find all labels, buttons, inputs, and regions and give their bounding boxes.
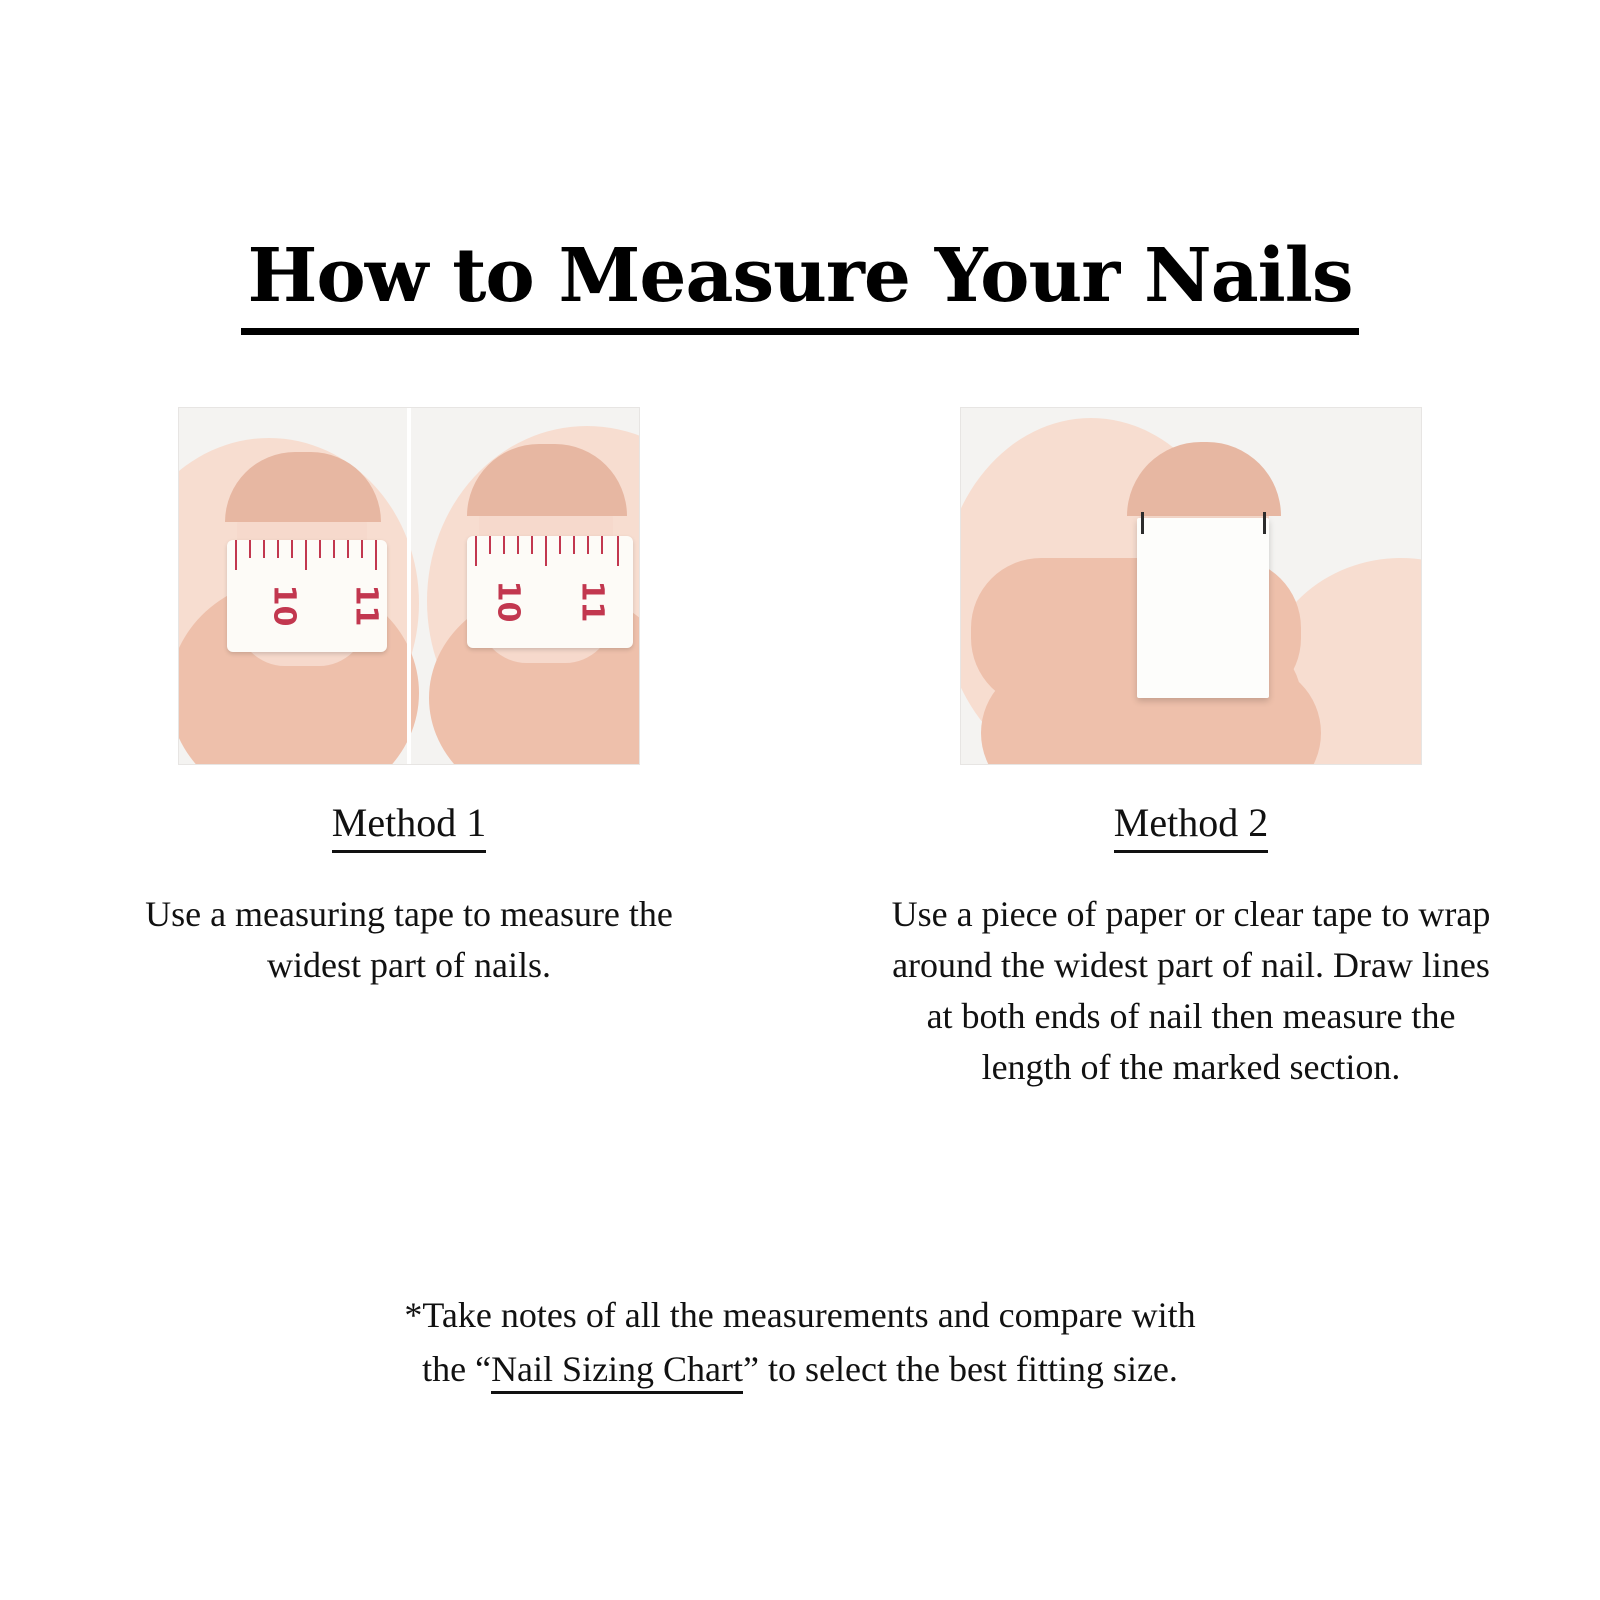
tape-ticks-right [467, 536, 633, 570]
method-1-label: Method 1 [332, 799, 486, 853]
footnote [0, 1288, 1600, 1396]
nail-sizing-chart-reference: Nail Sizing Chart [491, 1349, 743, 1394]
tape-number: 11 [574, 580, 610, 623]
footnote-line-2-before: the “ [422, 1349, 492, 1389]
tape-number: 10 [490, 580, 526, 623]
measuring-tape-left [227, 540, 387, 652]
tape-ticks-left [227, 540, 387, 574]
paper-strip-on-nail-photo [960, 407, 1422, 765]
tape-number: 11 [348, 584, 384, 627]
footnote-line-2 [0, 1342, 1600, 1396]
method-2-label: Method 2 [1114, 799, 1268, 853]
photo-divider [407, 408, 411, 764]
tape-number: 10 [266, 584, 302, 627]
paper-strip [1137, 518, 1269, 698]
mark-line-left [1141, 512, 1144, 534]
footnote-line-2-after: ” to select the best fitting size. [743, 1349, 1178, 1389]
mark-line-right [1263, 512, 1266, 534]
method-2-column [800, 407, 1600, 1093]
methods-container [0, 407, 1600, 1093]
method-1-caption: Use a measuring tape to measure the widest part of nails. [145, 893, 673, 985]
page-title-container [0, 0, 1600, 335]
method-2-caption: Use a piece of paper or clear tape to wrap around the widest part of nail. Draw lines at both ends of nail then measure the length of the marked section. [891, 893, 1491, 1088]
page-title: How to Measure Your Nails [241, 238, 1358, 335]
method-1-column [0, 407, 800, 991]
measuring-tape-on-nail-photo [178, 407, 640, 765]
footnote-line-1: *Take notes of all the measurements and compare with [404, 1295, 1196, 1335]
measuring-tape-right [467, 536, 633, 648]
